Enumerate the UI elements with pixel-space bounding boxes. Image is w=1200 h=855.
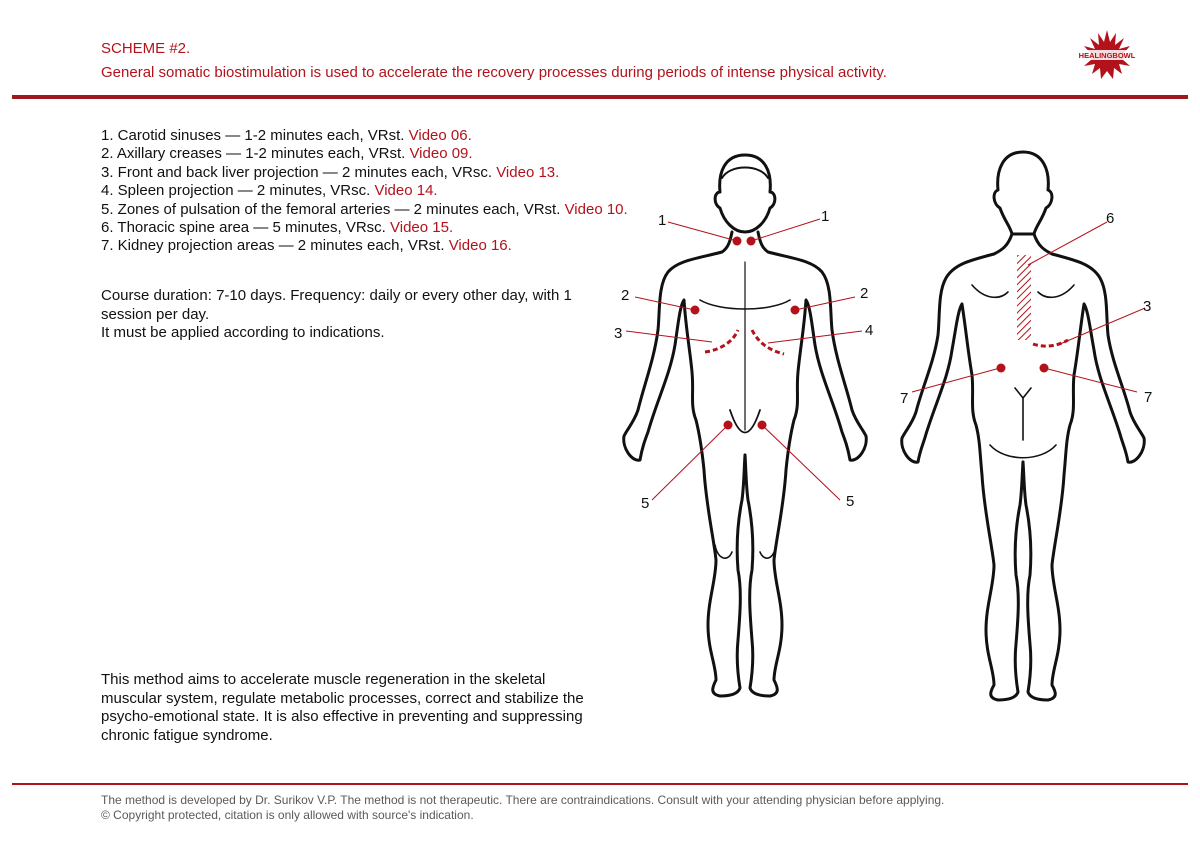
video-link[interactable]: Video 09.	[409, 145, 473, 163]
video-link[interactable]: Video 16.	[448, 237, 512, 255]
logo-text: HEALINGBOWL	[1078, 51, 1136, 60]
axillary-point-right	[791, 306, 800, 315]
back-liver-zone	[1033, 340, 1068, 346]
step-item	[101, 145, 628, 163]
procedure-steps-list	[101, 127, 628, 256]
step-item	[101, 164, 628, 182]
healingbowl-logo	[1078, 28, 1136, 84]
kidney-point-right	[1040, 364, 1049, 373]
label-7-left: 7	[900, 390, 909, 407]
thoracic-spine-zone	[1017, 255, 1031, 340]
footer-disclaimer: The method is developed by Dr. Surikov V.P. The method is not therapeutic. There are contraindications. Consult with your attending physician before applying.	[101, 793, 945, 807]
back-body-outline	[902, 152, 1145, 700]
step-item	[101, 127, 628, 145]
front-body-outline	[624, 155, 867, 696]
course-info	[101, 287, 601, 343]
step-text: 1. Carotid sinuses — 1-2 minutes each, VRst.	[101, 127, 409, 144]
video-link[interactable]: Video 13.	[496, 163, 560, 181]
femoral-point-right	[758, 421, 767, 430]
header-divider	[12, 95, 1188, 99]
label-1-right: 1	[821, 208, 830, 225]
step-item	[101, 219, 628, 237]
label-4: 4	[865, 322, 874, 339]
label-2-right: 2	[860, 285, 869, 302]
step-item	[101, 182, 628, 200]
step-text: 4. Spleen projection — 2 minutes, VRsc.	[101, 182, 375, 200]
kidney-point-left	[997, 364, 1006, 373]
course-indications: It must be applied according to indications.	[101, 324, 385, 341]
spleen-zone	[752, 330, 784, 354]
step-text: 7. Kidney projection areas — 2 minutes each, VRst.	[101, 237, 449, 255]
step-item	[101, 237, 628, 255]
label-3-back: 3	[1143, 298, 1152, 315]
label-7-right: 7	[1144, 389, 1153, 406]
video-link[interactable]: Video 14.	[374, 182, 438, 200]
label-5-right: 5	[846, 493, 855, 510]
video-link[interactable]: Video 06.	[408, 127, 472, 144]
footer-divider	[12, 783, 1188, 785]
video-link[interactable]: Video 15.	[390, 219, 454, 237]
step-text: 3. Front and back liver projection — 2 minutes each, VRsc.	[101, 163, 497, 181]
step-item	[101, 201, 628, 219]
axillary-point-left	[691, 306, 700, 315]
label-3-front: 3	[614, 325, 623, 342]
carotid-point-right	[747, 237, 756, 246]
label-1-left: 1	[658, 212, 667, 229]
front-liver-zone	[705, 330, 738, 352]
label-5-left: 5	[641, 495, 650, 512]
scheme-subtitle: General somatic biostimulation is used to accelerate the recovery processes during periods of intense physical activity.	[101, 64, 887, 81]
course-duration: Course duration: 7-10 days. Frequency: daily or every other day, with 1 session per day.	[101, 287, 572, 323]
scheme-title: SCHEME #2.	[101, 40, 191, 57]
video-link[interactable]: Video 10.	[564, 200, 628, 218]
femoral-point-left	[724, 421, 733, 430]
footer-copyright: © Copyright protected, citation is only allowed with source's indication.	[101, 808, 474, 822]
step-text: 6. Thoracic spine area — 5 minutes, VRsc.	[101, 219, 391, 237]
label-2-left: 2	[621, 287, 630, 304]
step-text: 2. Axillary creases — 1-2 minutes each, VRst.	[101, 145, 410, 163]
step-text: 5. Zones of pulsation of the femoral arteries — 2 minutes each, VRst.	[101, 200, 565, 218]
method-description: This method aims to accelerate muscle regeneration in the skeletal muscular system, regulate metabolic processes, correct and stabilize the psycho-emotional state. It is also effective in preventing and suppressing chronic fatigue syndrome.	[101, 671, 584, 744]
carotid-point-left	[733, 237, 742, 246]
label-6: 6	[1106, 210, 1115, 227]
footer	[101, 793, 944, 823]
